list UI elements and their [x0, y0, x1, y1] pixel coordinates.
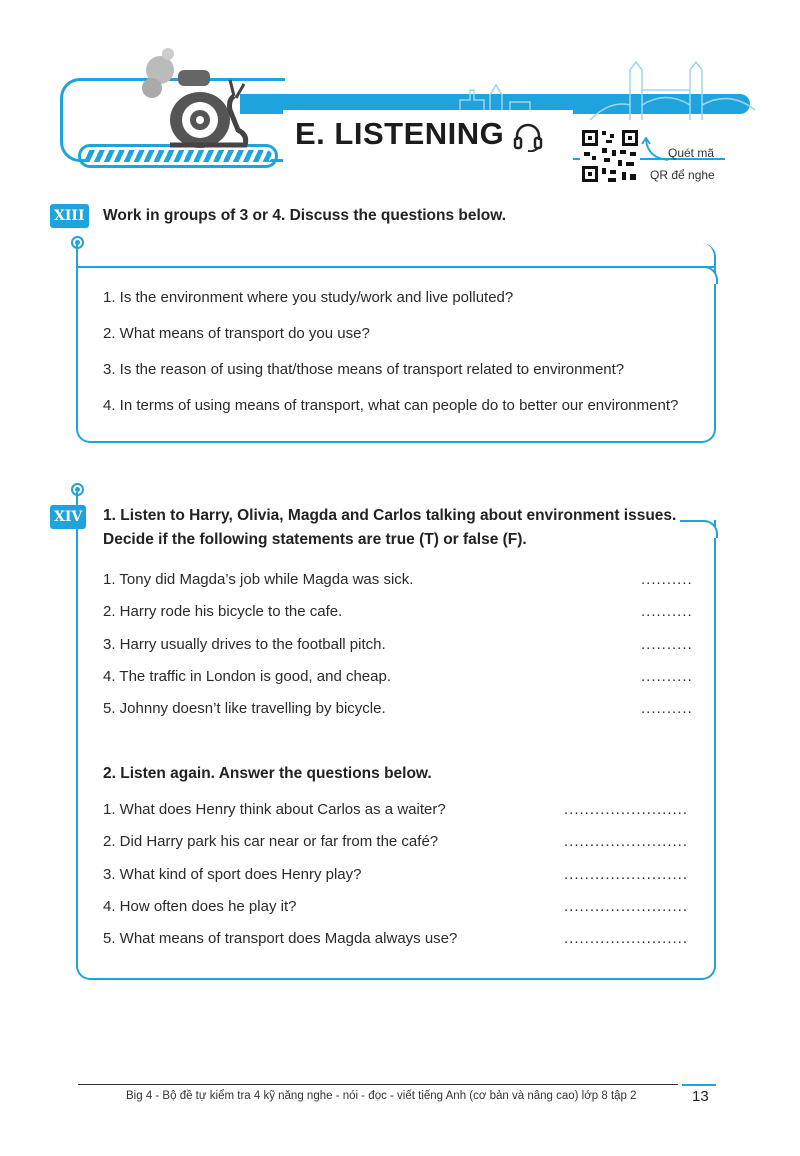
- snail-mascot-icon: [130, 40, 260, 150]
- discussion-question: 2. What means of transport do you use?: [103, 325, 370, 342]
- listening-question: 5. What means of transport does Magda always use?: [103, 930, 458, 947]
- answer-blank[interactable]: ........................: [564, 866, 689, 883]
- true-false-statement: 5. Johnny doesn’t like travelling by bicycle.: [103, 700, 386, 717]
- answer-blank[interactable]: ..........: [641, 700, 693, 717]
- footer-rule: [78, 1084, 678, 1085]
- true-false-statement: 4. The traffic in London is good, and cheap.: [103, 668, 391, 685]
- part1-instruction-line2: Decide if the following statements are true (T) or false (F).: [103, 531, 527, 548]
- answer-blank[interactable]: ..........: [641, 603, 693, 620]
- true-false-statement: 2. Harry rode his bicycle to the cafe.: [103, 603, 343, 620]
- answer-blank[interactable]: ..........: [641, 571, 693, 588]
- part2-instruction: 2. Listen again. Answer the questions below.: [103, 765, 432, 782]
- headphones-icon: [512, 120, 544, 152]
- section-xiv-box-top: [680, 520, 702, 522]
- answer-blank[interactable]: ........................: [564, 930, 689, 947]
- footer-book-title: Big 4 - Bộ đề tự kiểm tra 4 kỹ năng nghe - nói - đọc - viết tiếng Anh (cơ bản và nâng cao) lớp 8 tập 2: [126, 1090, 637, 1102]
- qr-code-icon[interactable]: [580, 128, 640, 184]
- page-number: 13: [692, 1088, 709, 1105]
- listening-question: 4. How often does he play it?: [103, 898, 297, 915]
- part1-instruction-line1: 1. Listen to Harry, Olivia, Magda and Carlos talking about environment issues.: [103, 507, 677, 524]
- section-xiii-box-top: [76, 266, 716, 268]
- discussion-question: 1. Is the environment where you study/work and live polluted?: [103, 289, 514, 306]
- answer-blank[interactable]: ........................: [564, 801, 689, 818]
- answer-blank[interactable]: ........................: [564, 898, 689, 915]
- true-false-statement: 3. Harry usually drives to the football pitch.: [103, 636, 386, 653]
- discussion-question: 4. In terms of using means of transport, what can people do to better our environment?: [103, 397, 679, 414]
- listening-question: 1. What does Henry think about Carlos as a waiter?: [103, 801, 446, 818]
- footer-accent-rule: [682, 1084, 716, 1086]
- answer-blank[interactable]: ..........: [641, 636, 693, 653]
- curved-arrow-icon: [640, 136, 670, 162]
- true-false-statement: 1. Tony did Magda’s job while Magda was sick.: [103, 571, 414, 588]
- section-badge-xiv: XIV: [50, 505, 86, 529]
- discussion-question: 3. Is the reason of using that/those means of transport related to environment?: [103, 361, 625, 378]
- qr-caption-line2: QR để nghe: [650, 168, 715, 182]
- section-badge-xiii: XIII: [50, 204, 89, 228]
- listening-question: 2. Did Harry park his car near or far from the café?: [103, 833, 439, 850]
- page-title: E. LISTENING: [295, 116, 505, 151]
- answer-blank[interactable]: ..........: [641, 668, 693, 685]
- answer-blank[interactable]: ........................: [564, 833, 689, 850]
- qr-caption-line1: Quét mã: [668, 146, 715, 160]
- section-xiii-instruction: Work in groups of 3 or 4. Discuss the questions below.: [103, 207, 507, 224]
- listening-question: 3. What kind of sport does Henry play?: [103, 866, 362, 883]
